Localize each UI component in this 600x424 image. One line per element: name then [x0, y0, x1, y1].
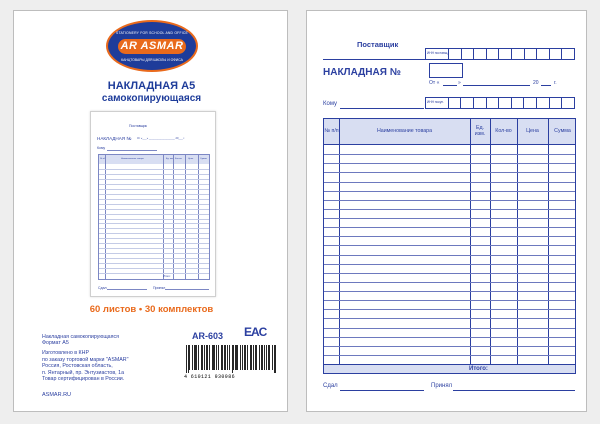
table-row[interactable] [324, 154, 575, 155]
mini-col-name: Наименование товара [121, 158, 144, 160]
maker-line-2: по заказу торговой марки "ASMAR" [42, 356, 129, 363]
mini-col-sum: Сумма [200, 158, 207, 160]
product-code: AR-603 [192, 331, 224, 341]
mini-col-qty: Кол-во [175, 158, 182, 160]
mini-table-row [99, 189, 209, 190]
mini-table-row [99, 174, 209, 175]
form-title: НАКЛАДНАЯ № [323, 67, 401, 78]
mini-form-preview [90, 111, 216, 297]
table-row[interactable] [324, 273, 575, 274]
asmar-logo [106, 20, 198, 72]
day-line[interactable] [443, 85, 457, 86]
maker-line-3: Россия, Ростовская область, [42, 363, 113, 369]
handed-line[interactable] [340, 390, 424, 391]
mini-table-row [99, 238, 209, 239]
mini-table-row [99, 228, 209, 229]
table-row[interactable] [324, 236, 575, 237]
table-row[interactable] [324, 282, 575, 283]
website: ASMAR.RU [42, 392, 72, 398]
mini-date-line: От «___» __________________ 20___ г. [137, 137, 185, 140]
mini-table-row [99, 233, 209, 234]
year-label: 20 [533, 80, 539, 86]
received-line[interactable] [453, 390, 575, 391]
col-unit: Ед. изм. [474, 125, 486, 137]
table-row[interactable] [324, 346, 575, 347]
mini-table-row [99, 243, 209, 244]
mini-table-row [99, 263, 209, 264]
table-row[interactable] [324, 191, 575, 192]
table-row[interactable] [324, 337, 575, 338]
barcode-number: 4 610121 930986 [184, 374, 236, 380]
cover-subtitle: самокопирующаяся [101, 93, 202, 104]
mini-table-row [99, 248, 209, 249]
maker-line-5: Товар сертифицирован в России. [42, 376, 125, 382]
table-row[interactable] [324, 291, 575, 292]
mini-handed-label: Сдал [98, 286, 107, 290]
mini-to-line [107, 150, 157, 151]
logo-top-text: STATIONERY FOR SCHOOL AND OFFICE [116, 31, 188, 35]
mini-table-row [99, 169, 209, 170]
table-row[interactable] [324, 209, 575, 210]
product-format: Формат А5 [42, 340, 69, 346]
mini-supplier-label: Поставщик [129, 124, 147, 128]
mini-to-label: Кому [97, 146, 106, 150]
table-row[interactable] [324, 227, 575, 228]
mini-table-row [99, 253, 209, 254]
mini-title: НАКЛАДНАЯ № [97, 136, 132, 141]
barcode-icon [186, 345, 276, 373]
table-row[interactable] [324, 218, 575, 219]
mini-table-row [99, 204, 209, 205]
mini-col-unit: Ед. изм. [166, 158, 175, 160]
mini-received-label: Принял [153, 286, 166, 290]
eac-mark: EAC [244, 325, 267, 339]
mini-table-row [99, 199, 209, 200]
mini-table-row [99, 219, 209, 220]
mini-table [98, 154, 210, 280]
to-line[interactable] [340, 108, 424, 109]
col-quantity: Кол-во [495, 128, 512, 135]
logo-bottom-text: КАНЦТОВАРЫ ДЛЯ ШКОЛЫ И ОФИСА [121, 58, 183, 62]
month-line[interactable] [463, 85, 530, 86]
mini-table-row [99, 209, 209, 210]
table-row[interactable] [324, 300, 575, 301]
buyer-inn-cells[interactable] [425, 97, 575, 109]
table-row[interactable] [324, 264, 575, 265]
goods-table [323, 118, 576, 374]
mini-table-row [99, 194, 209, 195]
inn-buyer-label: ИНН покуп. [427, 100, 444, 104]
table-row[interactable] [324, 182, 575, 183]
supplier-label: Поставщик [357, 40, 399, 49]
inn-supplier-label: ИНН поставщ. [427, 51, 449, 55]
table-row[interactable] [324, 172, 575, 173]
maker-line-1: Изготовлено в КНР [42, 350, 89, 356]
table-row[interactable] [324, 328, 575, 329]
mini-table-row [99, 268, 209, 269]
waybill-form [306, 10, 587, 412]
product-name: Накладная самокопирующаяся [42, 334, 120, 340]
col-number: № п/п [324, 128, 339, 135]
to-label: Кому [323, 101, 338, 107]
table-row[interactable] [324, 255, 575, 256]
table-row[interactable] [324, 318, 575, 319]
mini-col-price: Цена [188, 158, 194, 160]
table-row[interactable] [324, 245, 575, 246]
year-line[interactable] [541, 85, 551, 86]
mini-total-label: Итого: [163, 275, 171, 278]
handed-label: Сдал [323, 383, 338, 389]
sheet-count: 60 листов • 30 комплектов [89, 304, 214, 315]
total-row [324, 364, 575, 373]
col-sum: Сумма [554, 128, 571, 135]
mini-table-row [99, 223, 209, 224]
table-row[interactable] [324, 200, 575, 201]
col-product-name: Наименование товара [376, 128, 433, 135]
table-row[interactable] [324, 309, 575, 310]
mini-table-row [99, 184, 209, 185]
table-row[interactable] [324, 355, 575, 356]
table-row[interactable] [324, 163, 575, 164]
cover-sheet [13, 10, 288, 412]
mini-col-num: № п/п [100, 158, 106, 160]
supplier-line [323, 59, 425, 60]
supplier-inn-cells[interactable] [425, 48, 575, 60]
received-label: Принял [431, 383, 453, 389]
from-mid: » [458, 80, 461, 86]
from-label: От « [429, 80, 440, 86]
mini-table-row [99, 258, 209, 259]
cover-title: НАКЛАДНАЯ А5 [107, 80, 196, 92]
col-price: Цена [526, 128, 539, 135]
maker-line-4: п. Янтарный, пр. Энтузиастов, 1а [42, 369, 125, 376]
mini-table-row [99, 214, 209, 215]
total-label: Итого: [469, 366, 488, 372]
invoice-number-box[interactable] [429, 63, 463, 78]
year-suffix: г. [554, 80, 557, 86]
mini-table-row [99, 273, 209, 274]
logo-brand: AR ASMAR [118, 39, 186, 54]
mini-table-row [99, 179, 209, 180]
